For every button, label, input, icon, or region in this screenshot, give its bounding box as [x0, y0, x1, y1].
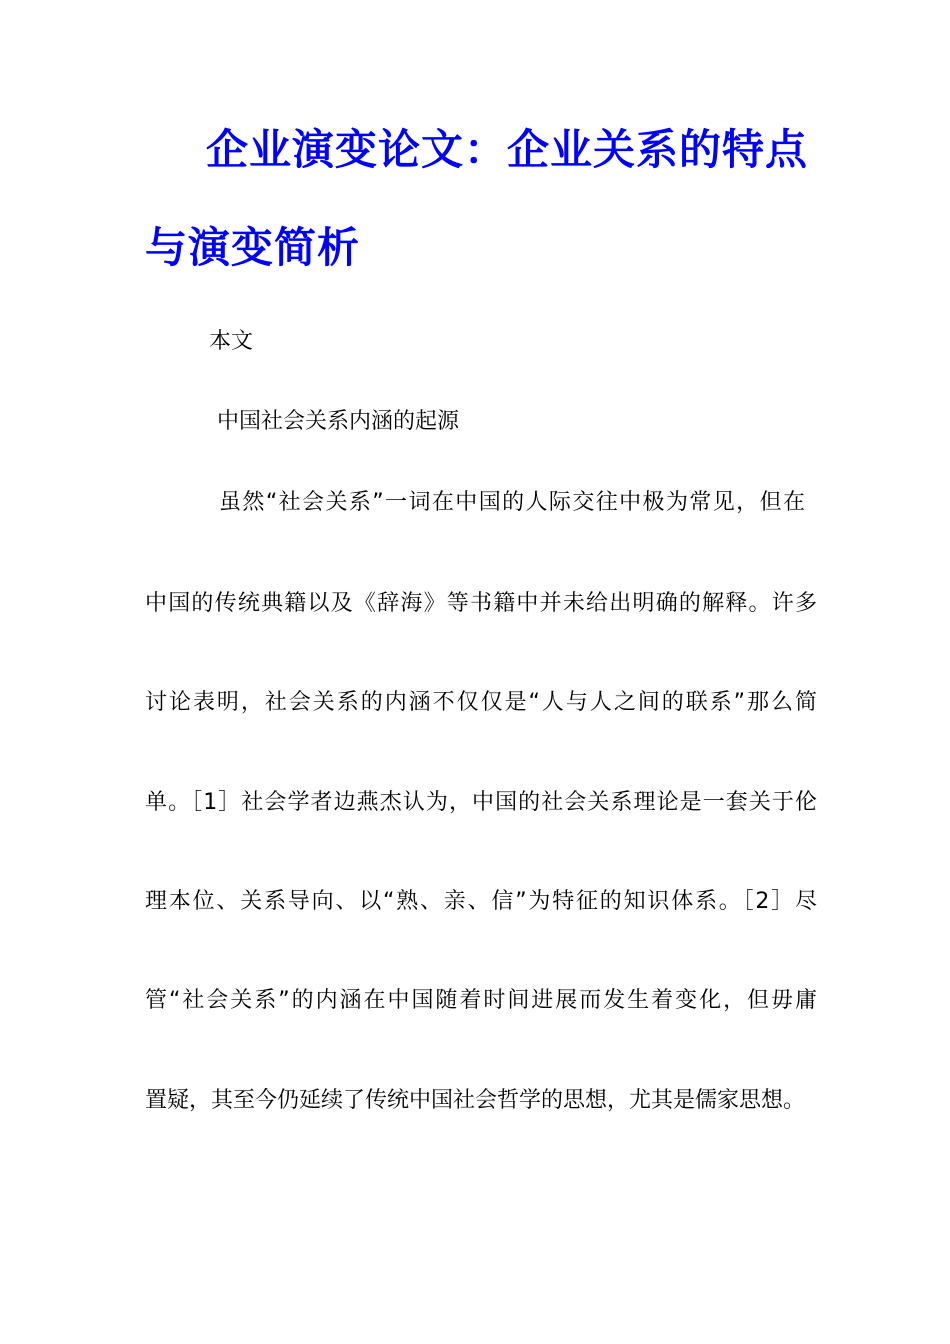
paragraph-line: 虽然“社会关系”一词在中国的人际交往中极为常见，但在 — [219, 490, 805, 515]
paragraph-line: 理本位、关系导向、以“熟、亲、信”为特征的知识体系。［2］尽 — [145, 889, 817, 914]
paragraph-line: 管“社会关系”的内涵在中国随着时间进展而发生着变化，但毋庸 — [145, 988, 817, 1013]
paragraph-line: 单。［1］社会学者边燕杰认为，中国的社会关系理论是一套关于伦 — [145, 790, 817, 815]
title-line-2: 与演变简析 — [145, 223, 361, 272]
paragraph-line: 讨论表明，社会关系的内涵不仅仅是“人与人之间的联系”那么简 — [145, 690, 817, 715]
paragraph-line: 中国的传统典籍以及《辞海》等书籍中并未给出明确的解释。许多 — [145, 591, 817, 616]
subtitle: 本文 — [209, 329, 254, 354]
title-line-1: 企业演变论文：企业关系的特点 — [206, 125, 809, 174]
section-heading: 中国社会关系内涵的起源 — [217, 409, 460, 434]
paragraph-line: 置疑，其至今仍延续了传统中国社会哲学的思想，尤其是儒家思想。 — [145, 1088, 806, 1113]
